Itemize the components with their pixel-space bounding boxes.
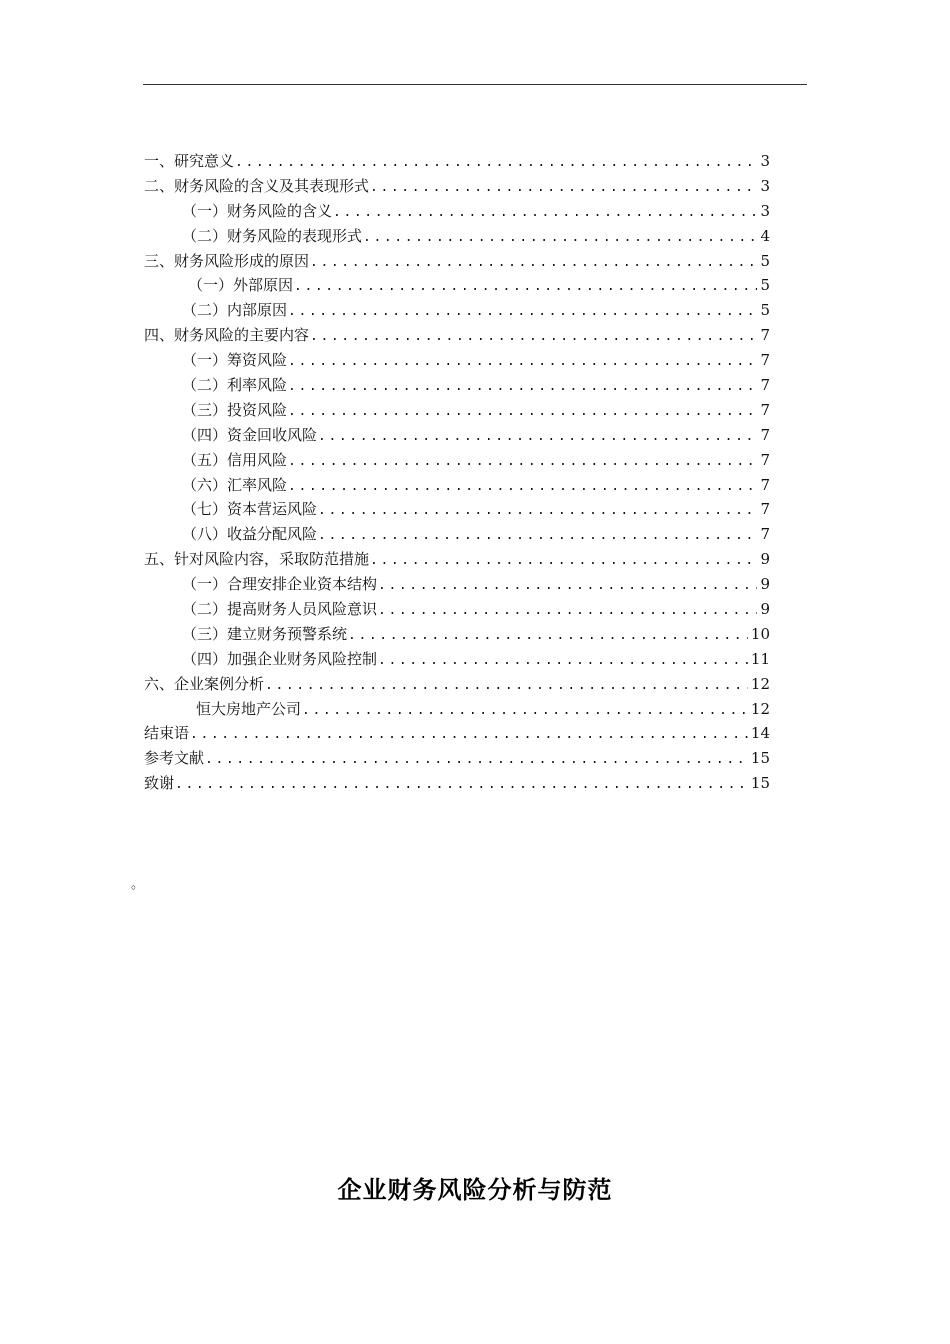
toc-entry-page: 5 xyxy=(760,301,770,320)
toc-entry-text: （四）资金回收风险 xyxy=(182,425,318,444)
toc-entry-text: （二）内部原因 xyxy=(182,301,288,320)
toc-entry-page: 5 xyxy=(760,276,770,295)
toc-entry-4-8[interactable] xyxy=(144,522,770,547)
toc-leader-dots xyxy=(318,425,757,448)
toc-entry-page: 7 xyxy=(760,376,770,395)
toc-entry-references[interactable] xyxy=(144,746,770,771)
toc-entry-2-2[interactable] xyxy=(144,224,770,249)
toc-entry-page: 7 xyxy=(760,351,770,370)
toc-entry-page: 11 xyxy=(750,649,770,668)
toc-entry-2[interactable] xyxy=(144,174,770,199)
toc-entry-page: 3 xyxy=(760,176,770,195)
toc-entry-page: 7 xyxy=(760,525,770,544)
toc-entry-text: 六、企业案例分析 xyxy=(144,674,265,693)
toc-entry-page: 9 xyxy=(760,575,770,594)
toc-entry-page: 7 xyxy=(760,400,770,419)
toc-leader-dots xyxy=(378,574,757,597)
toc-entry-page: 4 xyxy=(760,226,770,245)
toc-entry-5-3[interactable] xyxy=(144,622,770,647)
toc-leader-dots xyxy=(333,201,757,224)
toc-entry-4-3[interactable] xyxy=(144,398,770,423)
toc-entry-page: 7 xyxy=(760,500,770,519)
toc-leader-dots xyxy=(288,450,757,473)
document-title: 企业财务风险分析与防范 xyxy=(337,1176,613,1204)
toc-entry-text: （二）利率风险 xyxy=(182,376,288,395)
toc-entry-4-5[interactable] xyxy=(144,448,770,473)
toc-entry-text: 四、财务风险的主要内容 xyxy=(144,326,310,345)
toc-entry-5-2[interactable] xyxy=(144,597,770,622)
toc-leader-dots xyxy=(370,176,757,199)
toc-leader-dots xyxy=(363,226,757,249)
toc-entry-4-4[interactable] xyxy=(144,423,770,448)
toc-leader-dots xyxy=(205,748,748,771)
toc-entry-4[interactable] xyxy=(144,323,770,348)
toc-leader-dots xyxy=(288,300,757,323)
table-of-contents xyxy=(144,149,770,796)
toc-entry-3-2[interactable] xyxy=(144,298,770,323)
toc-leader-dots xyxy=(378,649,748,672)
toc-entry-6[interactable] xyxy=(144,672,770,697)
toc-entry-text: （一）合理安排企业资本结构 xyxy=(182,575,378,594)
toc-entry-text: （五）信用风险 xyxy=(182,450,288,469)
toc-leader-dots xyxy=(294,275,757,298)
toc-entry-text: （三）投资风险 xyxy=(182,400,288,419)
toc-entry-page: 10 xyxy=(750,624,770,643)
toc-leader-dots xyxy=(348,624,748,647)
toc-leader-dots xyxy=(175,773,748,796)
toc-entry-text: （一）外部原因 xyxy=(188,276,294,295)
stray-punctuation-mark: 。 xyxy=(131,877,145,892)
toc-leader-dots xyxy=(288,475,757,498)
toc-entry-text: （六）汇率风险 xyxy=(182,475,288,494)
toc-entry-acknowledgements[interactable] xyxy=(144,771,770,796)
toc-entry-3[interactable] xyxy=(144,249,770,274)
toc-entry-page: 9 xyxy=(760,550,770,569)
toc-entry-page: 15 xyxy=(750,749,770,768)
toc-entry-text: 结束语 xyxy=(144,724,190,743)
toc-leader-dots xyxy=(310,325,757,348)
header-rule xyxy=(143,84,807,85)
toc-entry-text: （一）筹资风险 xyxy=(182,351,288,370)
toc-entry-page: 12 xyxy=(750,699,770,718)
toc-entry-text: （七）资本营运风险 xyxy=(182,500,318,519)
toc-entry-text: 三、财务风险形成的原因 xyxy=(144,251,310,270)
toc-entry-2-1[interactable] xyxy=(144,199,770,224)
toc-entry-text: （四）加强企业财务风险控制 xyxy=(182,649,378,668)
toc-entry-text: （二）提高财务人员风险意识 xyxy=(182,600,378,619)
toc-entry-text: 恒大房地产公司 xyxy=(196,699,302,718)
toc-entry-page: 7 xyxy=(760,326,770,345)
toc-entry-4-7[interactable] xyxy=(144,497,770,522)
toc-entry-page: 7 xyxy=(760,425,770,444)
toc-entry-page: 9 xyxy=(760,600,770,619)
toc-entry-4-6[interactable] xyxy=(144,473,770,498)
toc-leader-dots xyxy=(318,499,757,522)
toc-leader-dots xyxy=(310,251,757,274)
toc-entry-6-1[interactable] xyxy=(144,697,770,722)
toc-leader-dots xyxy=(288,375,757,398)
toc-leader-dots xyxy=(235,151,757,174)
toc-entry-text: 五、针对风险内容，采取防范措施 xyxy=(144,550,370,569)
toc-entry-text: 参考文献 xyxy=(144,749,205,768)
toc-entry-5[interactable] xyxy=(144,547,770,572)
toc-entry-page: 7 xyxy=(760,450,770,469)
toc-entry-page: 12 xyxy=(750,674,770,693)
toc-entry-page: 5 xyxy=(760,251,770,270)
toc-leader-dots xyxy=(370,549,757,572)
toc-entry-page: 14 xyxy=(750,724,770,743)
toc-entry-text: （二）财务风险的表现形式 xyxy=(182,226,363,245)
toc-leader-dots xyxy=(265,674,748,697)
toc-entry-text: 致谢 xyxy=(144,774,175,793)
toc-entry-4-2[interactable] xyxy=(144,373,770,398)
toc-entry-5-4[interactable] xyxy=(144,647,770,672)
toc-entry-text: （一）财务风险的含义 xyxy=(182,201,333,220)
toc-entry-4-1[interactable] xyxy=(144,348,770,373)
toc-entry-5-1[interactable] xyxy=(144,572,770,597)
toc-entry-1[interactable] xyxy=(144,149,770,174)
toc-entry-text: 二、财务风险的含义及其表现形式 xyxy=(144,176,370,195)
toc-entry-page: 7 xyxy=(760,475,770,494)
toc-leader-dots xyxy=(288,350,757,373)
toc-entry-text: 一、研究意义 xyxy=(144,152,235,170)
toc-entry-page: 15 xyxy=(750,774,770,793)
toc-entry-page: 3 xyxy=(760,152,770,170)
toc-leader-dots xyxy=(288,400,757,423)
toc-leader-dots xyxy=(190,723,748,746)
toc-entry-3-1[interactable] xyxy=(144,273,770,298)
toc-entry-text: （三）建立财务预警系统 xyxy=(182,624,348,643)
toc-leader-dots xyxy=(378,599,757,622)
toc-entry-page: 3 xyxy=(760,201,770,220)
toc-leader-dots xyxy=(302,699,748,722)
toc-leader-dots xyxy=(318,524,757,547)
toc-entry-text: （八）收益分配风险 xyxy=(182,525,318,544)
toc-entry-conclusion[interactable] xyxy=(144,721,770,746)
